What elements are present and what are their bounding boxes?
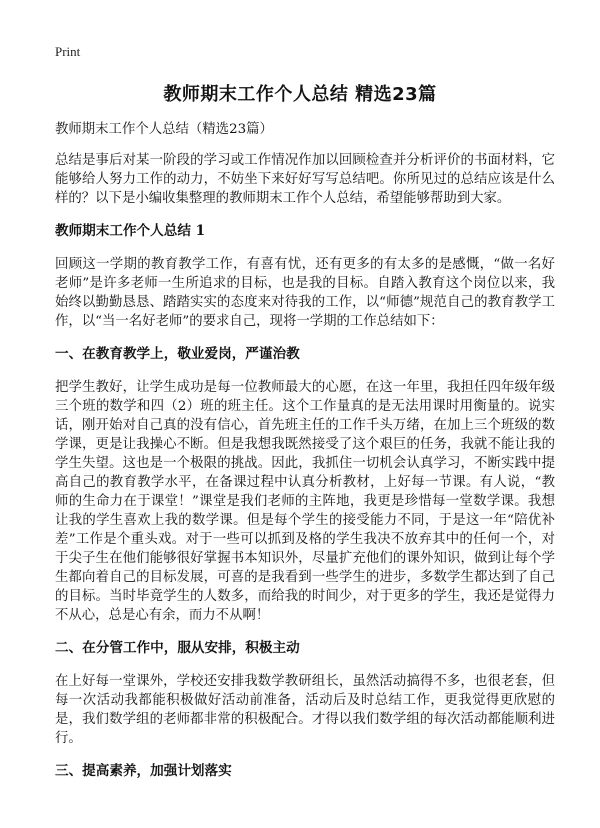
heading-1: 一、在教育教学上，敬业爱岗，严谨治教 <box>55 346 300 362</box>
heading-2: 二、在分管工作中，服从安排，积极主动 <box>55 640 300 656</box>
print-label[interactable]: Print <box>55 44 81 59</box>
paragraph-2: 在上好每一堂课外，学校还安排我数学教研组长，虽然活动搞得不多，也很老套，但每一次活动我都能积极做好活动前准备，活动后及时总结工作，更我觉得更欣慰的是，我们数学组的老师都非常的积极配合。才得以我们数学组的每次活动都能顺利进行。 <box>55 674 555 746</box>
section-paragraph: 回顾这一学期的教育教学工作，有喜有忧，还有更多的有太多的是感慨，“做一名好老师”是许多老师一生所追求的目标，也是我的目标。自踏入教育这个岗位以来，我始终以勤勤恳恳、踏踏实实的态度来对待我的工作，以“师德”规范自己的教育教学工作，以“当一名好老师”的要求自己，现将一学期的工作总结如下： <box>55 257 555 329</box>
intro-paragraph: 总结是事后对某一阶段的学习或工作情况作加以回顾检查并分析评价的书面材料，它能够给人努力工作的动力，不妨坐下来好好写写总结吧。你所见过的总结应该是什么样的？以下是小编收集整理的教师期末工作个人总结，希望能够帮助到大家。 <box>55 153 555 206</box>
document-body <box>55 120 555 795</box>
document-title: 教师期末工作个人总结 精选23篇 <box>163 84 437 105</box>
section-title: 教师期末工作个人总结 1 <box>55 223 206 239</box>
heading-3: 三、提高素养，加强计划落实 <box>55 763 232 779</box>
paragraph-1: 把学生教好，让学生成功是每一位教师最大的心愿，在这一年里，我担任四年级年级三个班的数学和四（2）班的班主任。这个工作量真的是无法用课时用衡量的。说实话，刚开始对自己真的没有信心，首先班主任的工作千头万绪，在加上三个班级的数学课，更是让我操心不断。但是我想我既然接受了这个艰巨的任务，我就不能让我的学生失望。这也是一个极限的挑战。因此，我抓住一切机会认真学习，不断实践中提高自己的教育教学水平，在备课过程中认真分析教材，上好每一节课。有人说，“教师的生命力在于课堂！”课堂是我们老师的主阵地，我更是珍惜每一堂数学课。我想让我的学生喜欢上我的数学课。但是每个学生的接受能力不同，于是这一年“陪优补差”工作是个重头戏。对于一些可以抓到及格的学生我决不放弃其中的任何一个，对于尖子生在他们能够很好掌握书本知识外，尽量扩充他们的课外知识，做到让每个学生都向着自己的目标发展，可喜的是我看到一些学生的进步，多数学生都达到了自己的目标。当时毕竟学生的人数多，而给我的时间少，对于更多的学生，我还是觉得力不从心，总是心有余，而力不从啊！ <box>55 380 555 623</box>
document-subtitle: 教师期末工作个人总结（精选23篇） <box>55 122 273 137</box>
